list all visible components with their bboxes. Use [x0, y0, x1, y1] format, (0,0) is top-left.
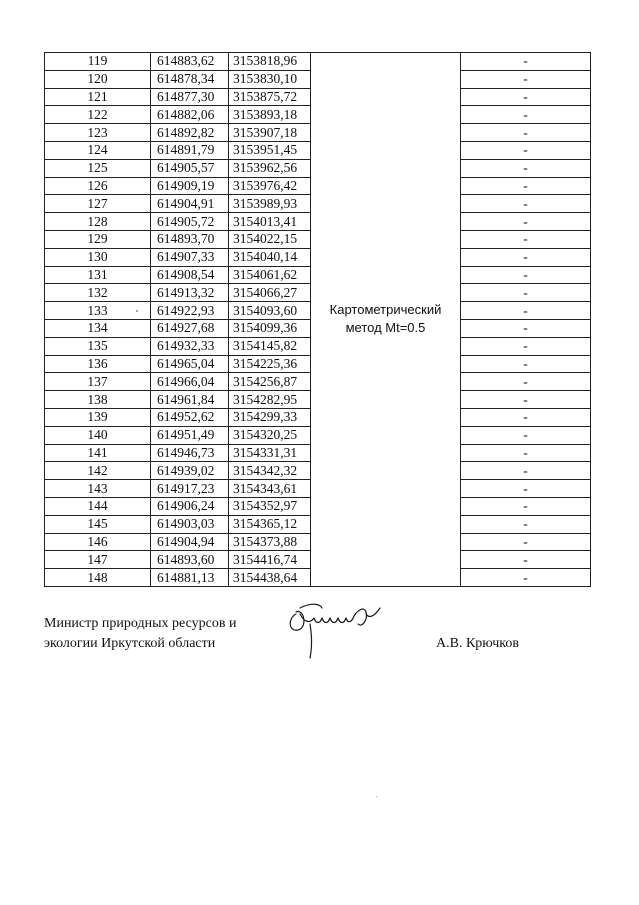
signatory-position-line-1: Министр природных ресурсов и	[44, 616, 237, 631]
y-coordinate-cell: 3154299,33	[229, 408, 311, 426]
point-number-cell: 125	[45, 159, 151, 177]
point-number-cell: 128	[45, 213, 151, 231]
y-coordinate-cell: 3154365,12	[229, 515, 311, 533]
point-number-cell: 140	[45, 426, 151, 444]
x-coordinate-cell: 614907,33	[151, 248, 229, 266]
note-cell: -	[461, 355, 591, 373]
coordinates-table	[44, 52, 591, 587]
y-coordinate-cell: 3154343,61	[229, 480, 311, 498]
x-coordinate-cell: 614893,60	[151, 551, 229, 569]
x-coordinate-cell: 614913,32	[151, 284, 229, 302]
note-cell: -	[461, 284, 591, 302]
x-coordinate-cell: 614939,02	[151, 462, 229, 480]
x-coordinate-cell: 614917,23	[151, 480, 229, 498]
signatory-position-line-2: экологии Иркутской области	[44, 636, 216, 651]
y-coordinate-cell: 3154342,32	[229, 462, 311, 480]
note-cell: -	[461, 497, 591, 515]
y-coordinate-cell: 3153830,10	[229, 70, 311, 88]
note-cell: -	[461, 444, 591, 462]
point-number-cell: 126	[45, 177, 151, 195]
note-cell: -	[461, 124, 591, 142]
y-coordinate-cell: 3153962,56	[229, 159, 311, 177]
x-coordinate-cell: 614909,19	[151, 177, 229, 195]
x-coordinate-cell: 614966,04	[151, 373, 229, 391]
note-cell: -	[461, 70, 591, 88]
x-coordinate-cell: 614905,57	[151, 159, 229, 177]
y-coordinate-cell: 3154013,41	[229, 213, 311, 231]
y-coordinate-cell: 3154282,95	[229, 391, 311, 409]
note-cell: -	[461, 533, 591, 551]
point-number-cell: 124	[45, 141, 151, 159]
point-number-cell: 142	[45, 462, 151, 480]
note-cell: -	[461, 408, 591, 426]
point-number-cell: 133	[45, 302, 151, 320]
x-coordinate-cell: 614922,93	[151, 302, 229, 320]
y-coordinate-cell: 3154145,82	[229, 337, 311, 355]
point-number-cell: 119	[45, 53, 151, 71]
note-cell: -	[461, 195, 591, 213]
x-coordinate-cell: 614892,82	[151, 124, 229, 142]
y-coordinate-cell: 3154040,14	[229, 248, 311, 266]
x-coordinate-cell: 614878,34	[151, 70, 229, 88]
note-cell: -	[461, 141, 591, 159]
point-number-cell: 143	[45, 480, 151, 498]
note-cell: -	[461, 462, 591, 480]
y-coordinate-cell: 3154099,36	[229, 319, 311, 337]
x-coordinate-cell: 614903,03	[151, 515, 229, 533]
y-coordinate-cell: 3154352,97	[229, 497, 311, 515]
point-number-cell: 122	[45, 106, 151, 124]
y-coordinate-cell: 3154256,87	[229, 373, 311, 391]
x-coordinate-cell: 614961,84	[151, 391, 229, 409]
y-coordinate-cell: 3154373,88	[229, 533, 311, 551]
note-cell: -	[461, 159, 591, 177]
point-number-cell: 127	[45, 195, 151, 213]
x-coordinate-cell: 614877,30	[151, 88, 229, 106]
point-number-cell: 130	[45, 248, 151, 266]
point-number-cell: 138	[45, 391, 151, 409]
note-cell: -	[461, 302, 591, 320]
x-coordinate-cell: 614951,49	[151, 426, 229, 444]
x-coordinate-cell: 614904,94	[151, 533, 229, 551]
method-cell: Картометрический метод Mt=0.5	[311, 53, 461, 587]
x-coordinate-cell: 614952,62	[151, 408, 229, 426]
x-coordinate-cell: 614946,73	[151, 444, 229, 462]
x-coordinate-cell: 614893,70	[151, 230, 229, 248]
y-coordinate-cell: 3153951,45	[229, 141, 311, 159]
note-cell: -	[461, 106, 591, 124]
note-cell: -	[461, 426, 591, 444]
y-coordinate-cell: 3154225,36	[229, 355, 311, 373]
point-number-cell: 146	[45, 533, 151, 551]
point-number-cell: 129	[45, 230, 151, 248]
x-coordinate-cell: 614906,24	[151, 497, 229, 515]
point-number-cell: 137	[45, 373, 151, 391]
note-cell: -	[461, 230, 591, 248]
signatory-position	[44, 614, 236, 654]
note-cell: -	[461, 551, 591, 569]
y-coordinate-cell: 3154093,60	[229, 302, 311, 320]
y-coordinate-cell: 3154066,27	[229, 284, 311, 302]
note-cell: -	[461, 177, 591, 195]
y-coordinate-cell: 3154061,62	[229, 266, 311, 284]
note-cell: -	[461, 373, 591, 391]
point-number-cell: 145	[45, 515, 151, 533]
note-cell: -	[461, 569, 591, 587]
point-number-cell: 134	[45, 319, 151, 337]
point-number-cell: 120	[45, 70, 151, 88]
scan-speck	[376, 796, 377, 797]
point-number-cell: 144	[45, 497, 151, 515]
x-coordinate-cell: 614908,54	[151, 266, 229, 284]
x-coordinate-cell: 614904,91	[151, 195, 229, 213]
y-coordinate-cell: 3153989,93	[229, 195, 311, 213]
point-number-cell: 121	[45, 88, 151, 106]
x-coordinate-cell: 614927,68	[151, 319, 229, 337]
y-coordinate-cell: 3154438,64	[229, 569, 311, 587]
point-number-cell: 123	[45, 124, 151, 142]
note-cell: -	[461, 480, 591, 498]
note-cell: -	[461, 319, 591, 337]
y-coordinate-cell: 3154331,31	[229, 444, 311, 462]
y-coordinate-cell: 3153875,72	[229, 88, 311, 106]
point-number-cell: 131	[45, 266, 151, 284]
y-coordinate-cell: 3153893,18	[229, 106, 311, 124]
x-coordinate-cell: 614882,06	[151, 106, 229, 124]
point-number-cell: 136	[45, 355, 151, 373]
x-coordinate-cell: 614881,13	[151, 569, 229, 587]
signatory-name: А.В. Крючков	[436, 636, 519, 651]
scan-speck	[136, 310, 138, 312]
y-coordinate-cell: 3154022,15	[229, 230, 311, 248]
point-number-cell: 139	[45, 408, 151, 426]
y-coordinate-cell: 3153818,96	[229, 53, 311, 71]
coordinates-table-body	[45, 53, 591, 587]
point-number-cell: 147	[45, 551, 151, 569]
x-coordinate-cell: 614905,72	[151, 213, 229, 231]
x-coordinate-cell: 614932,33	[151, 337, 229, 355]
note-cell: -	[461, 213, 591, 231]
x-coordinate-cell: 614883,62	[151, 53, 229, 71]
note-cell: -	[461, 88, 591, 106]
point-number-cell: 132	[45, 284, 151, 302]
x-coordinate-cell: 614965,04	[151, 355, 229, 373]
note-cell: -	[461, 337, 591, 355]
point-number-cell: 135	[45, 337, 151, 355]
x-coordinate-cell: 614891,79	[151, 141, 229, 159]
y-coordinate-cell: 3153907,18	[229, 124, 311, 142]
point-number-cell: 141	[45, 444, 151, 462]
note-cell: -	[461, 53, 591, 71]
note-cell: -	[461, 266, 591, 284]
y-coordinate-cell: 3154416,74	[229, 551, 311, 569]
y-coordinate-cell: 3154320,25	[229, 426, 311, 444]
note-cell: -	[461, 248, 591, 266]
note-cell: -	[461, 515, 591, 533]
y-coordinate-cell: 3153976,42	[229, 177, 311, 195]
point-number-cell: 148	[45, 569, 151, 587]
handwritten-signature	[282, 594, 392, 664]
table-row	[45, 53, 591, 71]
note-cell: -	[461, 391, 591, 409]
